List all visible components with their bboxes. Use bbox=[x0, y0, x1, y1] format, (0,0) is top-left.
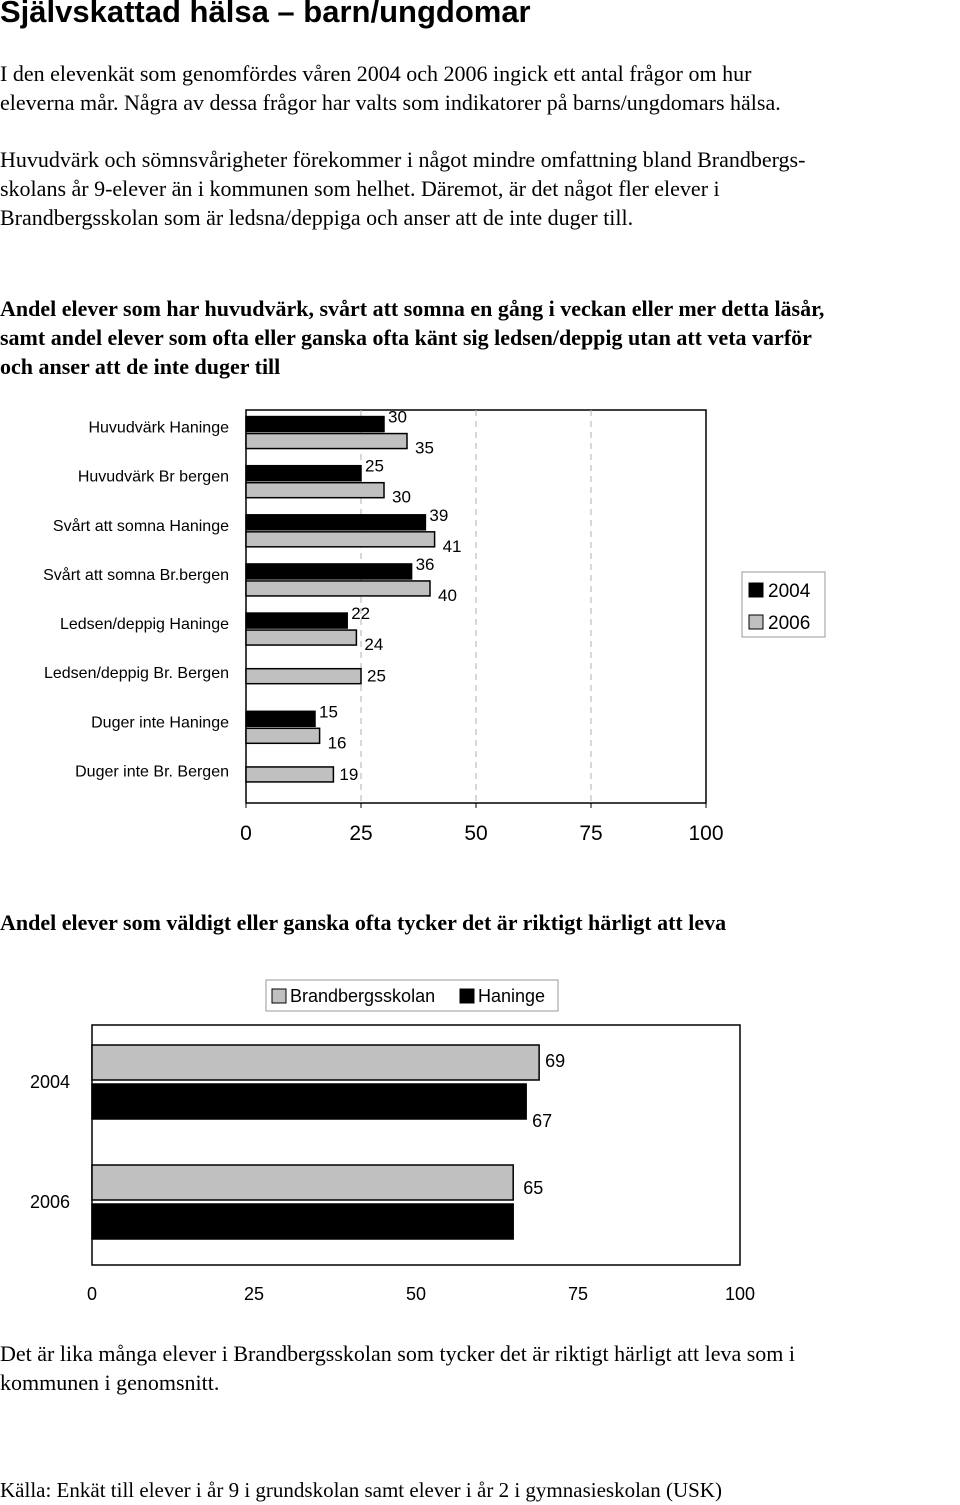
category-label: Ledsen/deppig Haninge bbox=[59, 616, 229, 634]
bar-value-label: 41 bbox=[442, 536, 462, 556]
bar-2004 bbox=[246, 564, 412, 579]
bar-2004 bbox=[246, 711, 315, 726]
bar-haninge bbox=[92, 1204, 513, 1239]
legend-label: Brandbergsskolan bbox=[290, 986, 436, 1006]
bar-2004 bbox=[246, 613, 347, 628]
category-label: 2004 bbox=[29, 1072, 71, 1092]
bar-2004 bbox=[246, 515, 425, 530]
category-label: Ledsen/deppig Br. Bergen bbox=[43, 665, 229, 683]
legend-swatch bbox=[272, 989, 286, 1003]
intro-paragraph bbox=[0, 59, 960, 117]
bar-value-label: 24 bbox=[364, 635, 384, 655]
category-label: Svårt att somna Haninge bbox=[52, 517, 229, 535]
bar-2004 bbox=[246, 466, 361, 481]
bar-value-label: 16 bbox=[327, 733, 347, 753]
category-label: 2006 bbox=[29, 1192, 71, 1212]
bar-haninge bbox=[92, 1084, 526, 1119]
bar-value-label: 30 bbox=[392, 487, 411, 507]
category-label: Duger inte Haninge bbox=[91, 714, 229, 732]
x-tick-label: 25 bbox=[349, 822, 373, 845]
bar-value-label: 35 bbox=[415, 438, 434, 458]
bar-value-label: 67 bbox=[532, 1111, 553, 1131]
bar-value-label: 40 bbox=[438, 585, 457, 605]
bar-brandbergsskolan bbox=[92, 1165, 513, 1200]
x-tick-label: 25 bbox=[243, 1284, 265, 1304]
chart2-heading-line: Andel elever som väldigt eller ganska ofta tycker det är riktigt härligt att leva bbox=[0, 910, 727, 935]
bar-2006 bbox=[246, 630, 356, 645]
x-tick-label: 50 bbox=[464, 822, 488, 845]
legend-swatch bbox=[749, 583, 763, 597]
source-note: Källa: Enkät till elever i år 9 i grundskolan samt elever i år 2 i gymnasieskolan (USK) bbox=[0, 1478, 722, 1502]
intro-line: eleverna mår. Några av dessa frågor har valts som indikatorer på barns/ungdomars hälsa. bbox=[0, 90, 781, 115]
conclusion-line: kommunen i genomsnitt. bbox=[0, 1370, 220, 1395]
x-tick-label: 0 bbox=[240, 822, 252, 845]
intro-line: I den elevenkät som genomfördes våren 2004 och 2006 ingick ett antal frågor om hur bbox=[0, 61, 752, 86]
bar-2006 bbox=[246, 669, 361, 684]
conclusion-line: Det är lika många elever i Brandbergsskolan som tycker det är riktigt härligt att leva som i bbox=[0, 1341, 796, 1366]
wellbeing-bar-chart bbox=[0, 970, 960, 1320]
legend-label: 2004 bbox=[768, 581, 811, 602]
bar-2006 bbox=[246, 728, 320, 743]
chart1-heading-line: samt andel elever som ofta eller ganska ofta känt sig ledsen/deppig utan att veta varför bbox=[0, 325, 812, 350]
category-label: Duger inte Br. Bergen bbox=[75, 763, 229, 781]
chart1-heading bbox=[0, 294, 960, 381]
bar-value-label: 22 bbox=[351, 604, 371, 624]
chart1-heading-line: Andel elever som har huvudvärk, svårt att somna en gång i veckan eller mer detta läsår, bbox=[0, 296, 825, 321]
bar-2006 bbox=[246, 581, 430, 596]
bar-brandbergsskolan bbox=[92, 1045, 539, 1080]
chart1-heading-line: och anser att de inte duger till bbox=[0, 354, 281, 379]
legend-swatch bbox=[749, 615, 763, 629]
bar-value-label: 30 bbox=[388, 407, 407, 427]
summary-paragraph bbox=[0, 145, 960, 232]
health-bar-chart bbox=[0, 400, 960, 860]
x-tick-label: 100 bbox=[724, 1284, 756, 1304]
summary-line: Huvudvärk och sömnsvårigheter förekommer i något mindre omfattning bland Brandbergs- bbox=[0, 147, 806, 172]
x-tick-label: 0 bbox=[86, 1284, 98, 1304]
bar-value-label: 25 bbox=[365, 456, 384, 476]
conclusion-paragraph bbox=[0, 1339, 960, 1397]
x-tick-label: 75 bbox=[567, 1284, 589, 1304]
category-label: Svårt att somna Br.bergen bbox=[43, 566, 229, 584]
bar-value-label: 39 bbox=[429, 505, 449, 525]
bar-value-label: 36 bbox=[415, 554, 435, 574]
page-title: Självskattad hälsa – barn/ungdomar bbox=[0, 0, 531, 29]
legend-label: Haninge bbox=[478, 986, 546, 1006]
bar-value-label: 19 bbox=[339, 764, 359, 784]
bar-2006 bbox=[246, 434, 407, 449]
bar-2006 bbox=[246, 767, 333, 782]
summary-line: skolans år 9-elever än i kommunen som helhet. Däremot, är det något fler elever i bbox=[0, 176, 720, 201]
x-tick-label: 50 bbox=[405, 1284, 427, 1304]
bar-value-label: 65 bbox=[523, 1178, 544, 1198]
legend-swatch bbox=[460, 989, 474, 1003]
legend-label: 2006 bbox=[768, 613, 811, 634]
bar-value-label: 25 bbox=[367, 666, 386, 686]
bar-2004 bbox=[246, 417, 384, 432]
chart2-heading bbox=[0, 908, 960, 937]
category-label: Huvudvärk Br bergen bbox=[77, 468, 229, 486]
bar-value-label: 69 bbox=[545, 1051, 566, 1071]
bar-2006 bbox=[246, 483, 384, 498]
bar-value-label: 15 bbox=[319, 702, 338, 722]
bar-2006 bbox=[246, 532, 435, 547]
x-tick-label: 100 bbox=[688, 822, 724, 845]
category-label: Huvudvärk Haninge bbox=[88, 419, 229, 437]
x-tick-label: 75 bbox=[579, 822, 603, 845]
summary-line: Brandbergsskolan som är ledsna/deppiga och anser att de inte duger till. bbox=[0, 205, 634, 230]
